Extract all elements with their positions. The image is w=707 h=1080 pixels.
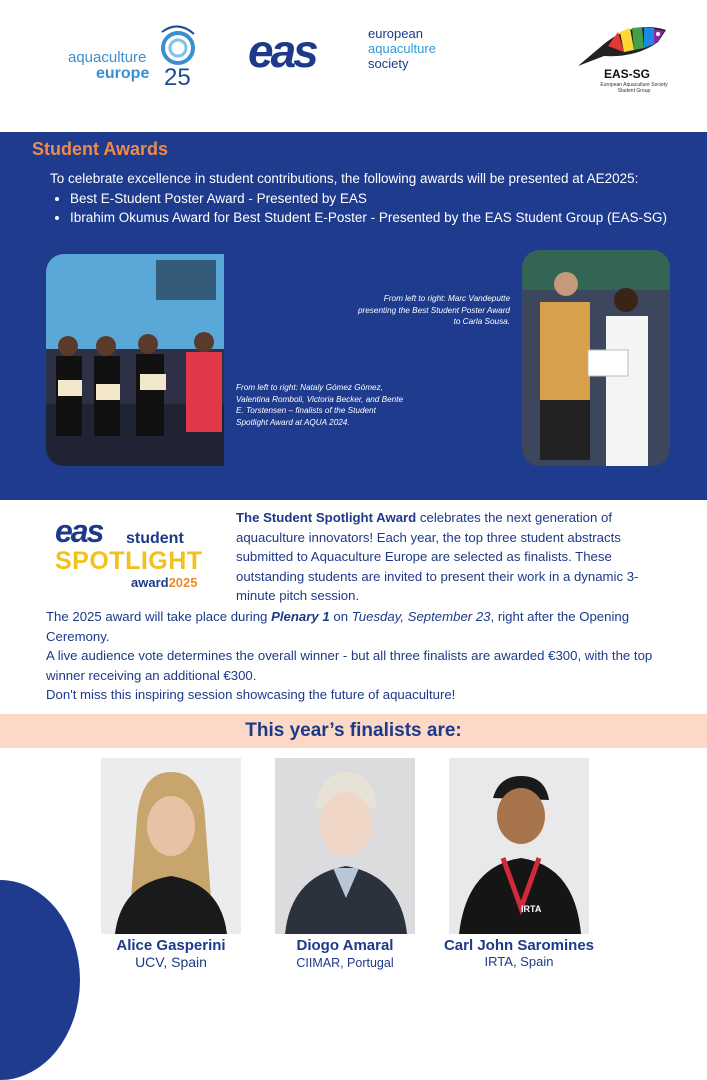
best-poster-award-photo bbox=[522, 250, 670, 466]
rainbow-fish-icon bbox=[574, 22, 674, 70]
caption-right: From left to right: Marc Vandeputte presenting the Best Student Poster Award to Carla Sousa. bbox=[357, 294, 510, 326]
eas-logo-words bbox=[368, 26, 436, 71]
eas-logo bbox=[248, 24, 468, 76]
irta-shirt-print: IRTA bbox=[521, 904, 542, 914]
ae-logo-year: 25 bbox=[164, 64, 191, 91]
eas-sg-name: EAS-SG bbox=[604, 67, 651, 81]
date-text-a: The 2025 award will take place during bbox=[46, 609, 272, 624]
finalists-banner bbox=[0, 714, 707, 748]
spotlight-lead-rest: celebrates the next generation of aquaculture innovators! Each year, the top three student abstracts submitted to Aquaculture Europe are selected as finalists. These outstanding students are invited to present their work in a dynamic 3-minute pitch session. bbox=[236, 510, 639, 603]
finalist-photo-diogo bbox=[275, 758, 415, 934]
eas-logo-mark: eas bbox=[248, 25, 316, 77]
ae-logo-line2: europe bbox=[96, 65, 150, 82]
finalists-heading: This year’s finalists are: bbox=[245, 720, 462, 741]
student-awards-section bbox=[0, 132, 707, 500]
finalist-name: Carl John Saromines bbox=[443, 937, 595, 954]
ae-logo-line1: aquaculture bbox=[68, 49, 147, 66]
portrait-illustration bbox=[275, 758, 415, 934]
finalist-photo-carl bbox=[449, 758, 589, 934]
spotlight-vote-paragraph: A live audience vote determines the overall winner - but all three finalists are awarded €300, with the top winner receiving an additional €300. bbox=[46, 648, 653, 683]
finalist-affiliation: UCV, Spain bbox=[135, 954, 207, 970]
portrait-illustration bbox=[449, 758, 589, 934]
eas-logo-line1: european bbox=[368, 26, 423, 41]
finalist-photo-alice bbox=[101, 758, 241, 934]
aquaculture-europe-logo bbox=[68, 22, 208, 91]
eas-logo-line2: aquaculture bbox=[368, 41, 436, 56]
date-text-c: on bbox=[329, 609, 352, 624]
spotlight-logo-student: student bbox=[126, 530, 184, 547]
eas-sg-logo bbox=[574, 22, 674, 112]
spotlight-logo-spotlight: SPOTLIGHT bbox=[55, 547, 203, 575]
portrait-illustration bbox=[101, 758, 241, 934]
spotlight-logo-year: 2025 bbox=[168, 575, 198, 590]
student-spotlight-logo bbox=[52, 513, 222, 593]
spotlight-date-paragraph bbox=[46, 607, 686, 646]
finalist-name: Diogo Amaral bbox=[296, 937, 394, 954]
spotlight-logo-award bbox=[131, 575, 198, 590]
eas-sg-subtitle: European Aquaculture Society Student Group bbox=[600, 82, 668, 94]
plenary-label: Plenary 1 bbox=[271, 609, 330, 624]
header bbox=[0, 0, 707, 132]
finalist-affiliation: IRTA, Spain bbox=[484, 954, 554, 969]
group-photo-illustration bbox=[46, 254, 224, 466]
award-item: • Best E-Student Poster Award - Presented by EAS bbox=[70, 189, 667, 208]
awards-list bbox=[52, 189, 667, 227]
spotlight-details bbox=[46, 607, 686, 705]
eas-logo-line3: society bbox=[368, 56, 409, 71]
award-photo-illustration bbox=[522, 250, 670, 466]
decorative-corner-circle bbox=[0, 880, 80, 1080]
spotlight-logo-award-word: award bbox=[131, 575, 169, 590]
award-item: • Ibrahim Okumus Award for Best Student E-Poster - Presented by the EAS Student Group (EAS-SG) bbox=[70, 208, 667, 227]
spotlight-lead-bold: The Student Spotlight Award bbox=[236, 510, 417, 525]
finalist-name: Alice Gasperini bbox=[116, 937, 226, 954]
caption-left: From left to right: Nataly Gómez Gómez, Valentina Romboli, Victoria Becker, and Bente E. Torstensen – finalists of the Student Spotlight Award at AQUA 2024. bbox=[236, 383, 404, 427]
awards-title: Student Awards bbox=[32, 139, 169, 159]
session-date: Tuesday, September 23 bbox=[351, 609, 491, 624]
awards-intro: To celebrate excellence in student contributions, the following awards will be presented at AE2025: bbox=[50, 171, 639, 186]
date-text-e: , right after the Opening Ceremony. bbox=[46, 609, 630, 644]
aqua2024-finalists-photo bbox=[46, 254, 224, 466]
spotlight-logo-eas: eas bbox=[55, 513, 103, 549]
spotlight-description bbox=[236, 508, 676, 606]
finalist-affiliation: CIIMAR, Portugal bbox=[296, 956, 394, 970]
spotlight-closing-paragraph: Don't miss this inspiring session showcasing the future of aquaculture! bbox=[46, 687, 456, 702]
